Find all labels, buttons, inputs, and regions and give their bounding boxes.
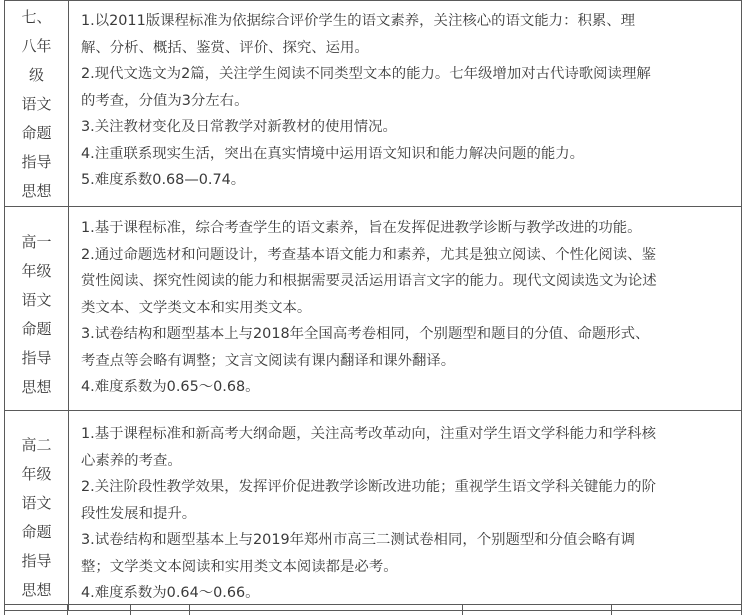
content-line: 1.基于课程标准，综合考查学生的语文素养，旨在发挥促进教学诊断与教学改进的功能。: [81, 220, 642, 236]
row-label-cell: [5, 411, 69, 611]
row-label-cell: [5, 1, 69, 207]
content-line: 2.关注阶段性教学效果，发挥评价促进教学诊断改进功能；重视学生语文学科关键能力的阶: [81, 479, 656, 495]
content-line: 4.注重联系现实生活，突出在真实情境中运用语文知识和能力解决问题的能力。: [81, 145, 585, 162]
row-label-cell: [5, 207, 69, 411]
content-line: 3.试卷结构和题型基本上与2018年全国高考卷相同，个别题型和题目的分值、命题形式、: [81, 326, 650, 342]
content-line: 考查点等会略有调整；文言文阅读有课内翻译和课外翻译。: [81, 352, 456, 369]
content-line: 4.难度系数为0.64～0.66。: [81, 585, 260, 601]
content-line: 1.基于课程标准和新高考大纲命题，关注高考改革动向，注重对学生语文学科能力和学科核: [81, 426, 656, 442]
content-line: 段性发展和提升。: [81, 505, 197, 522]
table-divider: [462, 605, 463, 615]
content-line: 5.难度系数0.68—0.74。: [81, 172, 246, 188]
content-line: 解、分析、概括、鉴赏、评价、探究、运用。: [81, 39, 369, 56]
table-divider: [741, 605, 742, 615]
content-line: 心素养的考查。: [81, 452, 182, 469]
table-row: [5, 207, 742, 411]
grade-7-8-label: 七、 八年 级 语文 命题 指导 思想: [21, 8, 52, 200]
content-line: 赏性阅读、探究性阅读的能力和根据需要灵活运用语言文字的能力。现代文阅读选文为论述: [81, 273, 657, 289]
content-line: 3.关注教材变化及日常教学对新教材的使用情况。: [81, 119, 397, 135]
table-row: [5, 411, 742, 611]
table-divider: [130, 605, 131, 615]
guidelines-table: [4, 0, 742, 611]
row-content-cell: [69, 1, 742, 207]
next-table-row-edge: [4, 604, 742, 615]
table-divider: [4, 605, 5, 615]
row-content-cell: [69, 207, 742, 411]
content-line: 的考查，分值为3分左右。: [81, 92, 249, 109]
content-line: 1.以2011版课程标准为依据综合评价学生的语文素养，关注核心的语文能力：积累、理: [81, 13, 636, 29]
row-content-cell: [69, 411, 742, 611]
content-line: 整；文学类文本阅读和实用类文本阅读都是必考。: [81, 558, 398, 575]
grade-10-label: 高一 年级 语文 命题 指导 思想: [21, 233, 52, 396]
content-line: 4.难度系数为0.65～0.68。: [81, 379, 260, 395]
table-row: [5, 1, 742, 207]
table-divider: [189, 605, 190, 615]
table-divider: [611, 605, 612, 615]
content-line: 2.通过命题选材和问题设计，考查基本语文能力和素养，尤其是独立阅读、个性化阅读、鉴: [81, 246, 656, 263]
content-line: 3.试卷结构和题型基本上与2019年郑州市高三二测试卷相同，个别题型和分值会略有调: [81, 532, 636, 548]
content-line: 类文本、文学类文本和实用类文本。: [81, 299, 312, 316]
table-divider: [67, 605, 68, 615]
content-line: 2.现代文选文为2篇，关注学生阅读不同类型文本的能力。七年级增加对古代诗歌阅读理解: [81, 66, 651, 82]
grade-11-label: 高二 年级 语文 命题 指导 思想: [21, 436, 52, 599]
